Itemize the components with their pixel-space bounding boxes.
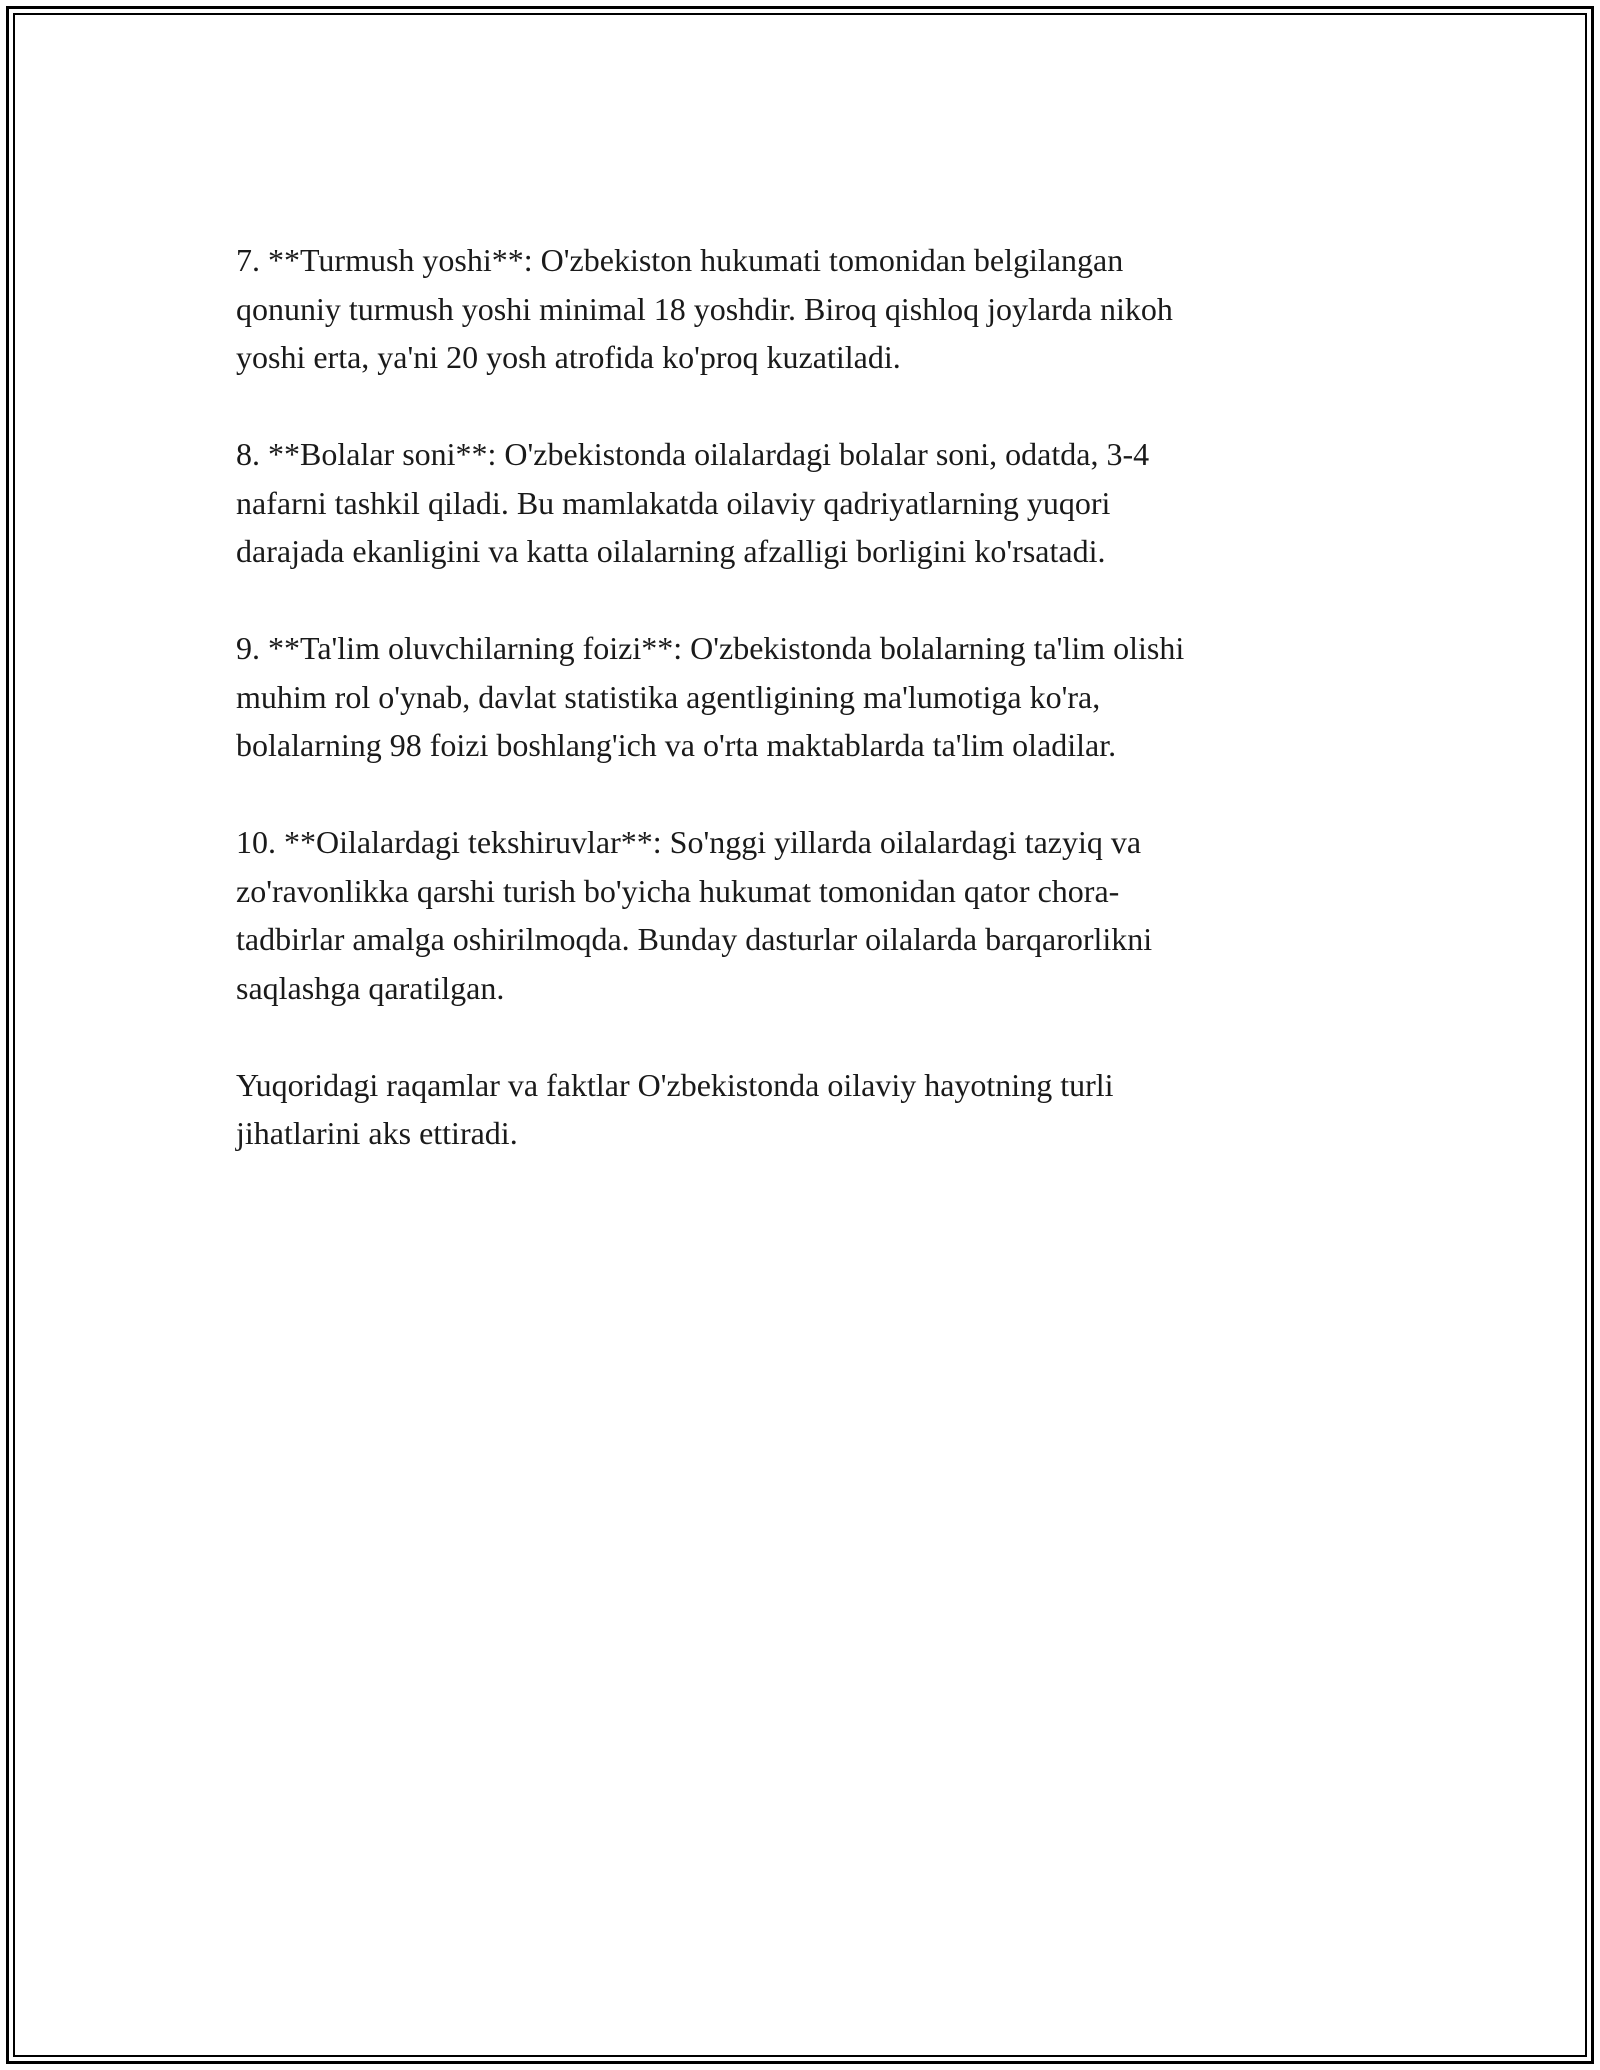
paragraph-family-checks: 10. **Oilalardagi tekshiruvlar**: So'nggi yillarda oilalardagi tazyiq va zo'ravonlikka qarshi turish bo'yicha hukumat tomonidan qator chora- tadbirlar amalga oshirilmoqda. Bunday dasturlar oilalarda barqarorlikni saqlashga qaratilgan. xyxy=(236,824,1153,1006)
document-body xyxy=(236,236,1346,1206)
paragraph-children-count: 8. **Bolalar soni**: O'zbekistonda oilalardagi bolalar soni, odatda, 3-4 nafarni tashkil qiladi. Bu mamlakatda oilaviy qadriyatlarning yuqori darajada ekanligini va katta oilalarning afzalligi borligini ko'rsatadi. xyxy=(236,436,1150,569)
paragraph-marriage-age: 7. **Turmush yoshi**: O'zbekiston hukumati tomonidan belgilangan qonuniy turmush yoshi minimal 18 yoshdir. Biroq qishloq joylarda nikoh yoshi erta, ya'ni 20 yosh atrofida ko'proq kuzatiladi. xyxy=(236,242,1173,375)
paragraph-conclusion: Yuqoridagi raqamlar va faktlar O'zbekistonda oilaviy hayotning turli jihatlarini aks ettiradi. xyxy=(236,1066,1114,1151)
paragraph-education-rate: 9. **Ta'lim oluvchilarning foizi**: O'zbekistonda bolalarning ta'lim olishi muhim rol o'ynab, davlat statistika agentligining ma'lumotiga ko'ra, bolalarning 98 foizi boshlang'ich va o'rta maktablarda ta'lim oladilar. xyxy=(236,630,1185,763)
